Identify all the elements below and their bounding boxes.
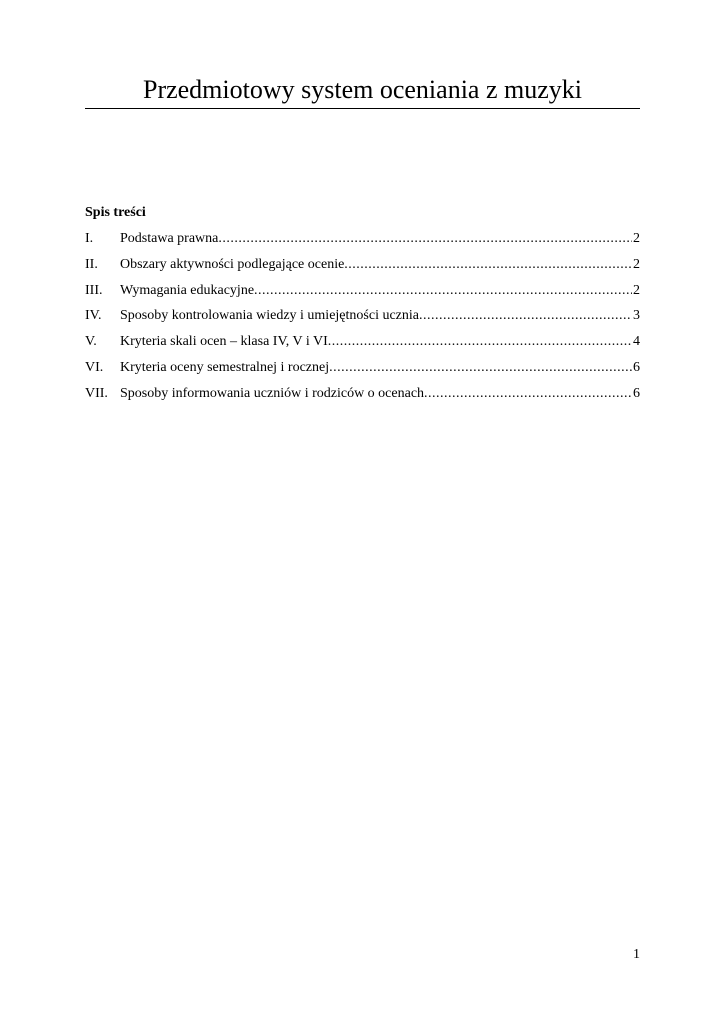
toc-entry-text: Sposoby informowania uczniów i rodziców o ocenach — [120, 385, 425, 401]
toc-dot-leader — [218, 229, 632, 249]
toc-entry-text: Podstawa prawna — [120, 231, 219, 246]
toc-dot-leader — [419, 306, 632, 326]
toc-entry-1[interactable] — [85, 229, 640, 255]
toc-entry-2[interactable] — [85, 255, 640, 281]
toc-entry-number: I. — [85, 231, 94, 246]
toc-entry-text: Kryteria oceny semestralnej i rocznej — [120, 359, 330, 375]
toc-entry-6[interactable] — [85, 358, 640, 384]
toc-entry-number: V. — [85, 334, 97, 350]
toc-dot-leader — [328, 332, 632, 352]
toc-entry-text: Wymagania edukacyjne — [120, 282, 255, 298]
document-title: Przedmiotowy system oceniania z muzyki — [142, 75, 582, 104]
toc-entry-3[interactable] — [85, 281, 640, 307]
toc-entry-number: II. — [85, 256, 98, 272]
toc-entry-text: Obszary aktywności podlegające ocenie — [120, 256, 345, 272]
toc-entry-number: III. — [85, 282, 103, 298]
page-number: 1 — [633, 947, 640, 962]
toc-entry-page: 6 — [633, 385, 640, 401]
toc-entry-number: VI. — [85, 359, 104, 375]
toc-entry-4[interactable] — [85, 306, 640, 332]
toc-dot-leader — [329, 358, 632, 378]
toc-entry-page: 2 — [633, 256, 640, 272]
toc-dot-leader — [254, 281, 632, 301]
toc-entry-5[interactable] — [85, 332, 640, 358]
toc-dot-leader — [344, 255, 632, 275]
toc-entry-page: 2 — [633, 231, 640, 246]
toc-entry-page: 4 — [633, 334, 640, 350]
toc-entry-7[interactable] — [85, 384, 640, 410]
toc-entry-page: 2 — [633, 282, 640, 298]
toc-entry-page: 6 — [633, 359, 640, 375]
toc-entry-text: Sposoby kontrolowania wiedzy i umiejętności ucznia — [120, 308, 419, 324]
toc-heading: Spis treści — [85, 205, 146, 220]
toc-entry-text: Kryteria skali ocen – klasa IV, V i VI — [120, 334, 328, 350]
toc-dot-leader — [424, 384, 632, 404]
toc-entry-number: IV. — [85, 308, 102, 324]
toc-entry-page: 3 — [633, 308, 640, 324]
table-of-contents — [85, 229, 640, 410]
toc-entry-number: VII. — [85, 385, 108, 401]
title-underline — [85, 108, 640, 109]
